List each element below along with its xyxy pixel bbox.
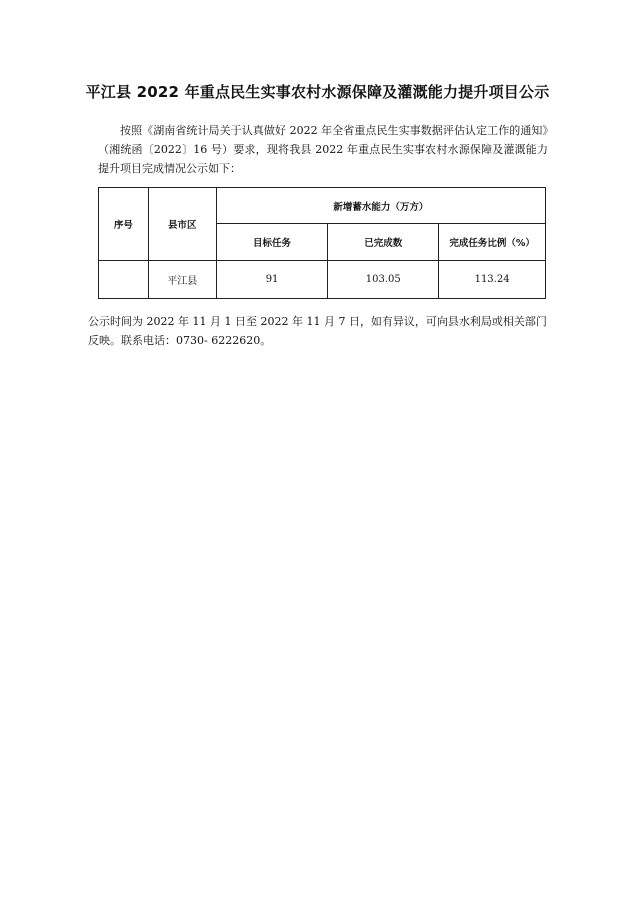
header-done: 已完成数 (328, 224, 439, 261)
results-table (98, 187, 546, 299)
cell-done: 103.05 (328, 261, 439, 299)
table-header-row (99, 188, 546, 224)
cell-seq (99, 261, 149, 299)
table-row (99, 261, 546, 299)
cell-county: 平江县 (148, 261, 216, 299)
header-group-storage: 新增蓄水能力（万方） (216, 188, 545, 224)
intro-paragraph: 按照《湖南省统计局关于认真做好 2022 年全省重点民生实事数据评估认定工作的通知》（湘统函〔2022〕16 号）要求，现将我县 2022 年重点民生实事农村水源保障及灌溉能力提升项目完成情况公示如下： (98, 124, 548, 175)
notice-paragraph: 公示时间为 2022 年 11 月 1 日至 2022 年 11 月 7 日，如有异议，可向县水利局或相关部门反映。联系电话：0730- 6222620。 (88, 315, 547, 347)
header-seq: 序号 (99, 188, 149, 261)
header-county: 县市区 (148, 188, 216, 261)
page-title: 平江县 2022 年重点民生实事农村水源保障及灌溉能力提升项目公示 (85, 83, 550, 101)
cell-target: 91 (216, 261, 328, 299)
header-target: 目标任务 (216, 224, 328, 261)
header-ratio: 完成任务比例（%） (439, 224, 546, 261)
cell-ratio: 113.24 (439, 261, 546, 299)
